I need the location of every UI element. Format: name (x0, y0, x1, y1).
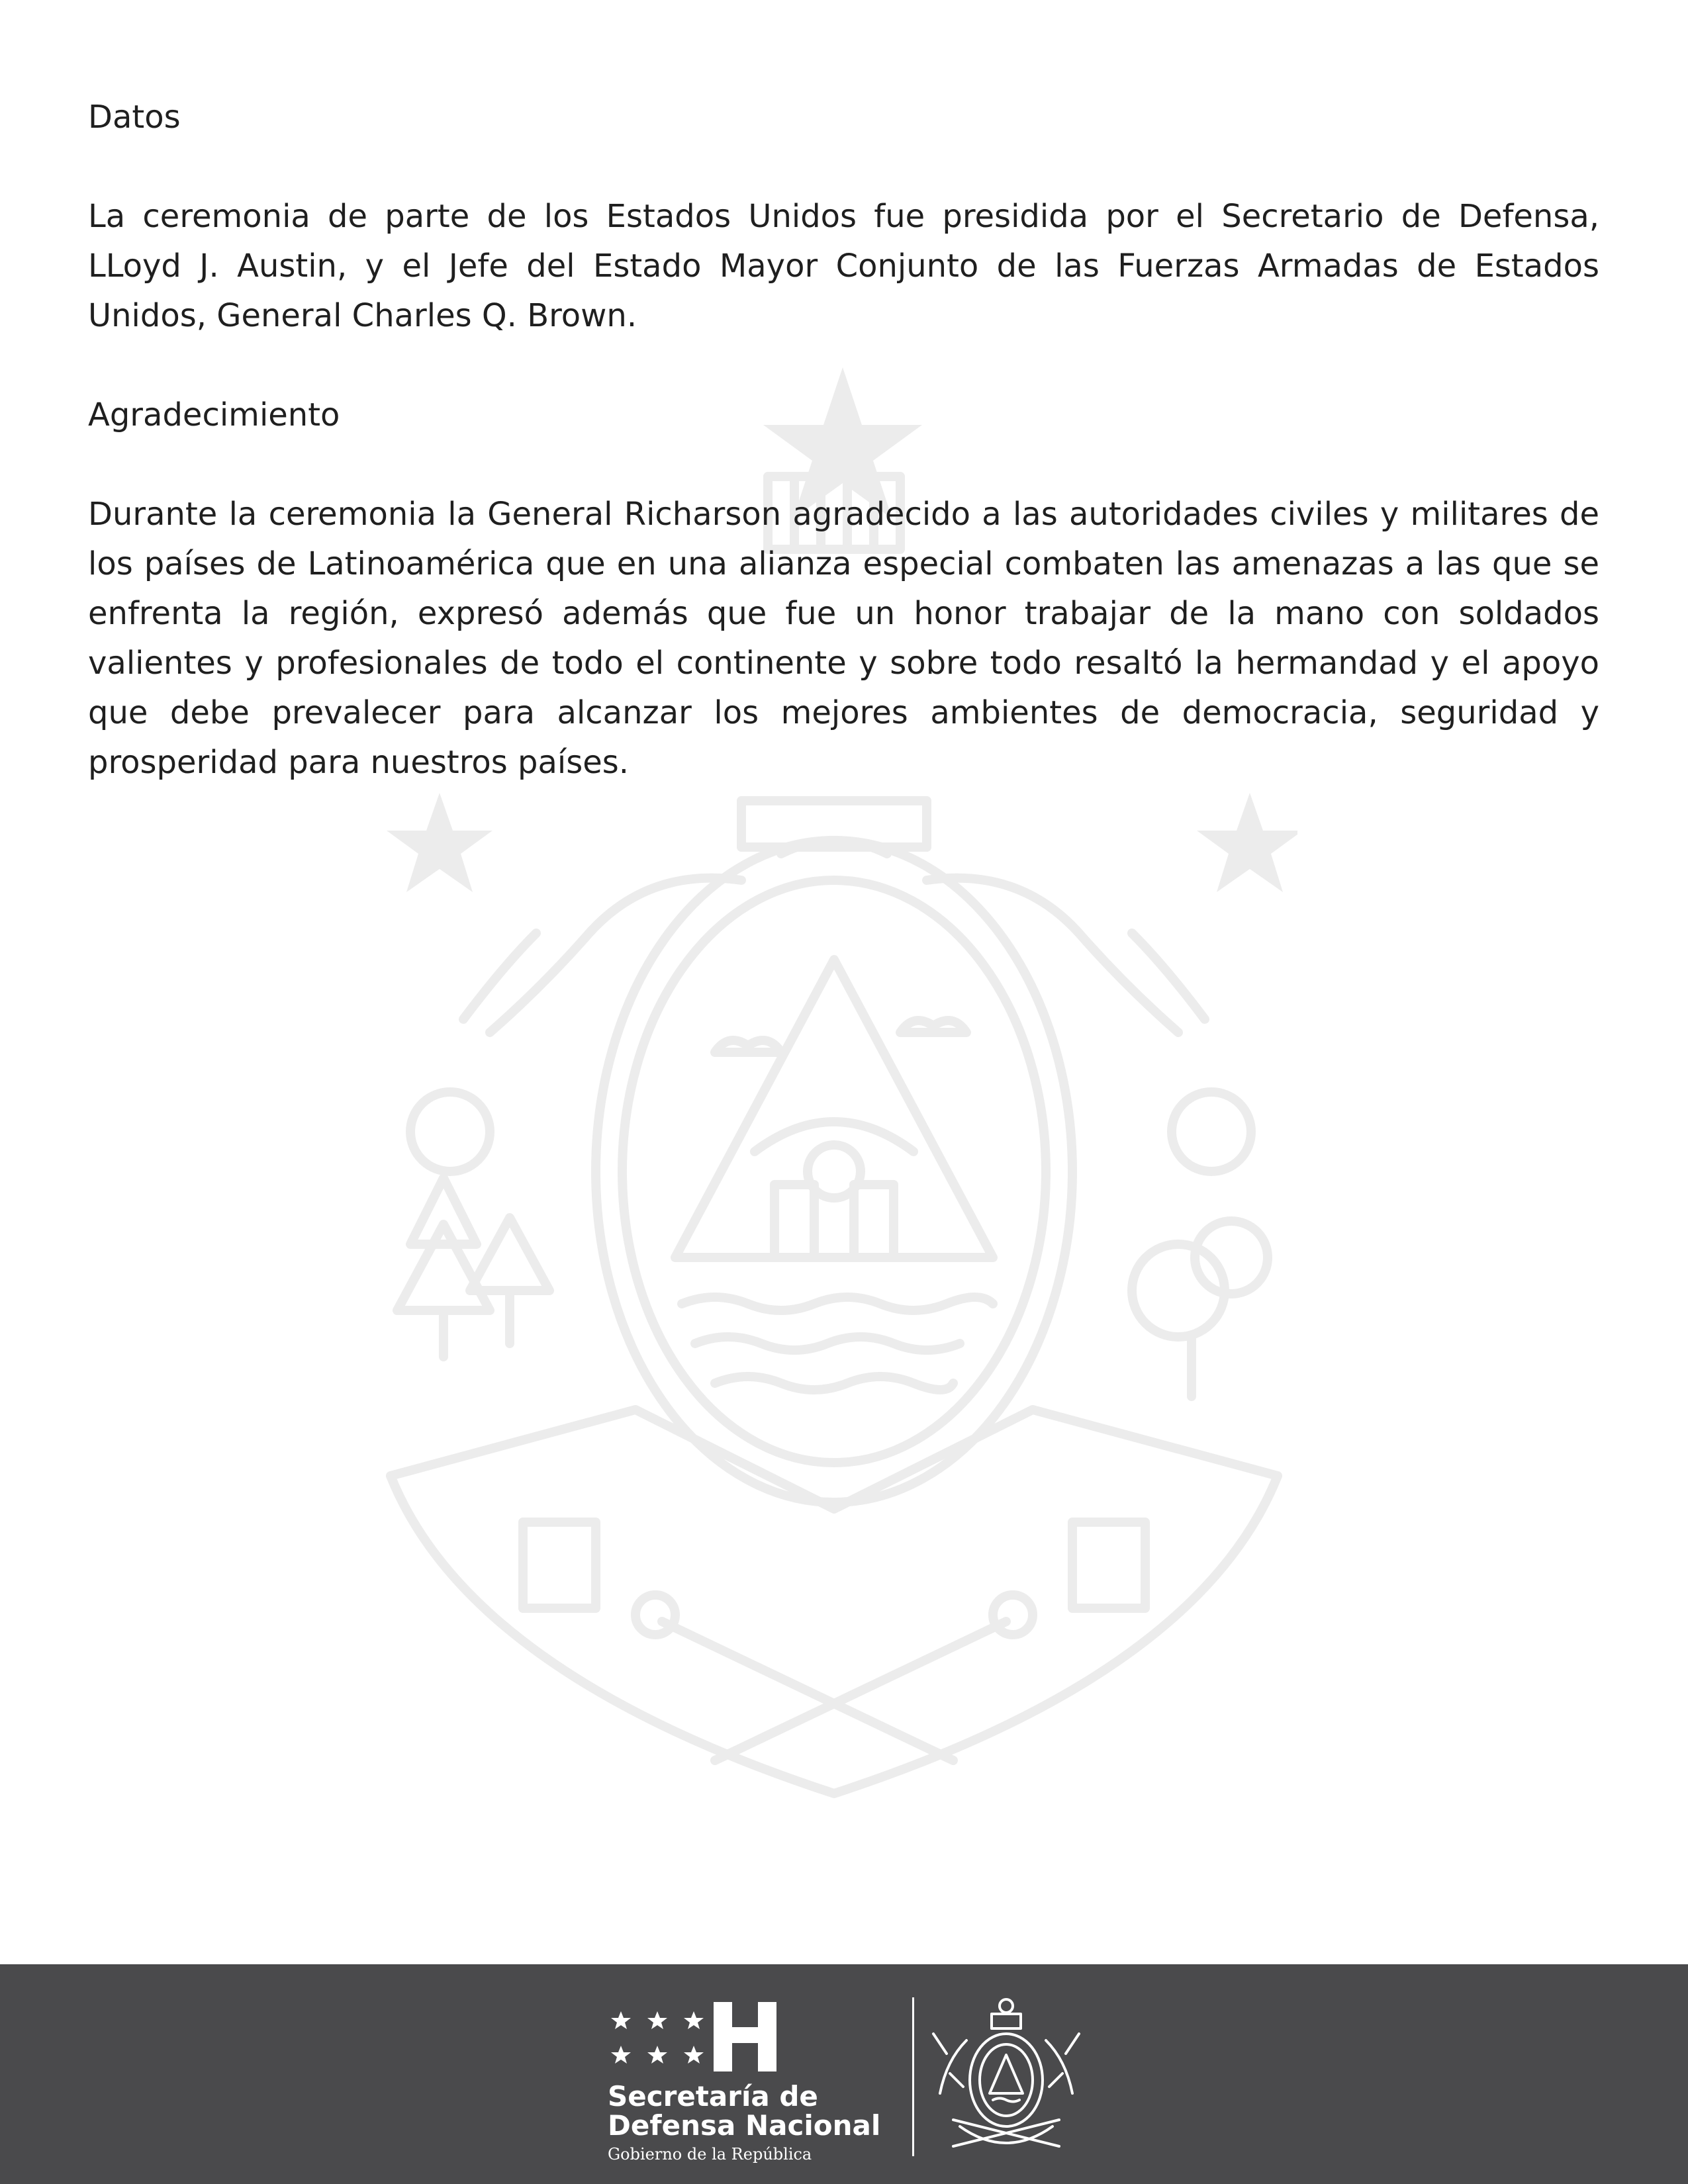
section-paragraph-datos: La ceremonia de parte de los Estados Unidos fue presidida por el Secretario de Defensa, LLoyd J. Austin, y el Jefe del Estado Mayor Conjunto de las Fuerzas Armadas de Estados Unidos, General Charles Q. Brown. (88, 198, 1599, 334)
ministry-logo (608, 2001, 912, 2163)
section-heading-datos: Datos (88, 99, 181, 136)
org-name-line2: Defensa Nacional (608, 2109, 881, 2142)
stars-icon (608, 2009, 707, 2075)
national-seal-icon (927, 1994, 1086, 2160)
h-logo-icon (714, 2002, 776, 2071)
document-body (88, 93, 1599, 837)
footer-divider (912, 1997, 914, 2156)
page-footer (0, 1964, 1688, 2184)
org-name-line1: Secretaría de (608, 2080, 818, 2113)
section-paragraph-agradecimiento: Durante la ceremonia la General Richarson agradecido a las autoridades civiles y militares de los países de Latinoamérica que en una alianza especial combaten las amenazas a las que se enfrenta la región, expresó además que fue un honor trabajar de la mano con soldados valientes y profesionales de todo el continente y sobre todo resaltó la hermandad y el apoyo que debe prevalecer para alcanzar los mejores ambientes de democracia, seguridad y prosperidad para nuestros países. (88, 496, 1599, 781)
org-subtitle: Gobierno de la República (608, 2145, 812, 2163)
section-heading-agradecimiento: Agradecimiento (88, 396, 340, 433)
